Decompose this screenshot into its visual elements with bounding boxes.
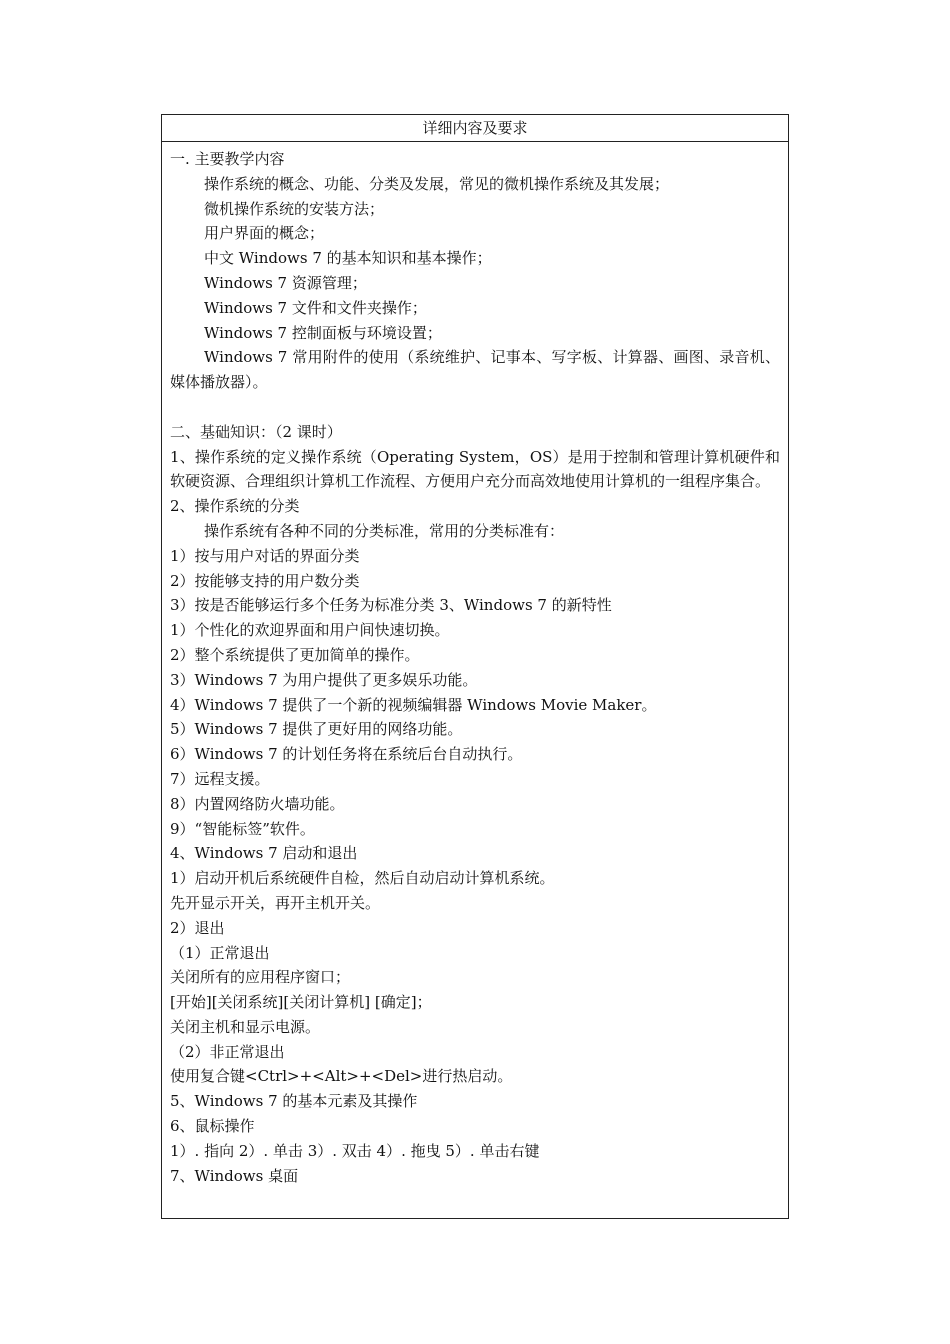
text-line: 2）退出 [170, 918, 225, 937]
text-line: 6、鼠标操作 [170, 1117, 255, 1136]
list-item: 中文 Windows 7 的基本知识和基本操作； [204, 249, 492, 268]
text-line: （2）非正常退出 [170, 1042, 285, 1061]
table-body [162, 142, 788, 1188]
text-line: 6）Windows 7 的计划任务将在系统后台自动执行。 [170, 745, 523, 764]
list-item: Windows 7 文件和文件夹操作； [204, 298, 427, 317]
list-item: 用户界面的概念； [204, 224, 325, 243]
text-line: 5、Windows 7 的基本元素及其操作 [170, 1092, 418, 1111]
list-item: Windows 7 控制面板与环境设置； [204, 323, 442, 342]
text-line: 9）“智能标签”软件。 [170, 819, 315, 838]
text-line: 1）按与用户对话的界面分类 [170, 546, 360, 565]
table-header: 详细内容及要求 [162, 115, 788, 142]
classification-intro: 操作系统有各种不同的分类标准，常用的分类标准有： [204, 521, 565, 540]
classification-title: 2、操作系统的分类 [170, 497, 300, 516]
text-line: 4）Windows 7 提供了一个新的视频编辑器 Windows Movie Maker。 [170, 695, 657, 714]
text-line: 7、Windows 桌面 [170, 1166, 299, 1185]
text-line: 关闭所有的应用程序窗口； [170, 968, 351, 987]
text-line: （1）正常退出 [170, 943, 270, 962]
section2-title: 二、基础知识：（2 课时） [170, 422, 342, 441]
spacer [170, 395, 780, 420]
content-table [161, 114, 789, 1219]
section1-title: 一. 主要教学内容 [170, 150, 285, 168]
text-line: 1）启动开机后系统硬件自检，然后自动启动计算机系统。 [170, 869, 555, 888]
text-line: 7）远程支援。 [170, 769, 270, 788]
text-line: 3）Windows 7 为用户提供了更多娱乐功能。 [170, 670, 478, 689]
text-line: 使用复合键<Ctrl>+<Alt>+<Del>进行热启动。 [170, 1067, 513, 1086]
text-line: 先开显示开关，再开主机开关。 [170, 893, 381, 912]
list-item: 微机操作系统的安装方法； [204, 199, 385, 218]
text-line: 关闭主机和显示电源。 [170, 1017, 321, 1036]
text-line: 2）整个系统提供了更加简单的操作。 [170, 645, 420, 664]
text-line: 4、Windows 7 启动和退出 [170, 844, 358, 863]
list-item: 操作系统的概念、功能、分类及发展，常见的微机操作系统及其发展； [204, 174, 670, 193]
text-line: 1）个性化的欢迎界面和用户间快速切换。 [170, 621, 450, 640]
text-line: 2）按能够支持的用户数分类 [170, 571, 360, 590]
list-item: Windows 7 资源管理； [204, 273, 367, 292]
text-line: [开始][关闭系统][关闭计算机] [确定]； [170, 993, 432, 1012]
text-line: 3）按是否能够运行多个任务为标准分类 3、Windows 7 的新特性 [170, 596, 612, 615]
text-line: 1）. 指向 2）. 单击 3）. 双击 4）. 拖曳 5）. 单击右键 [170, 1141, 540, 1160]
text-line: 8）内置网络防火墙功能。 [170, 794, 345, 813]
list-item: Windows 7 常用附件的使用（系统维护、记事本、写字板、计算器、画图、录音机、媒体播放器）。 [170, 348, 780, 392]
text-line: 5）Windows 7 提供了更好用的网络功能。 [170, 720, 463, 739]
definition-paragraph: 1、操作系统的定义操作系统（Operating System，OS）是用于控制和管理计算机硬件和软硬资源、合理组织计算机工作流程、方便用户充分而高效地使用计算机的一组程序集合。 [170, 447, 780, 491]
